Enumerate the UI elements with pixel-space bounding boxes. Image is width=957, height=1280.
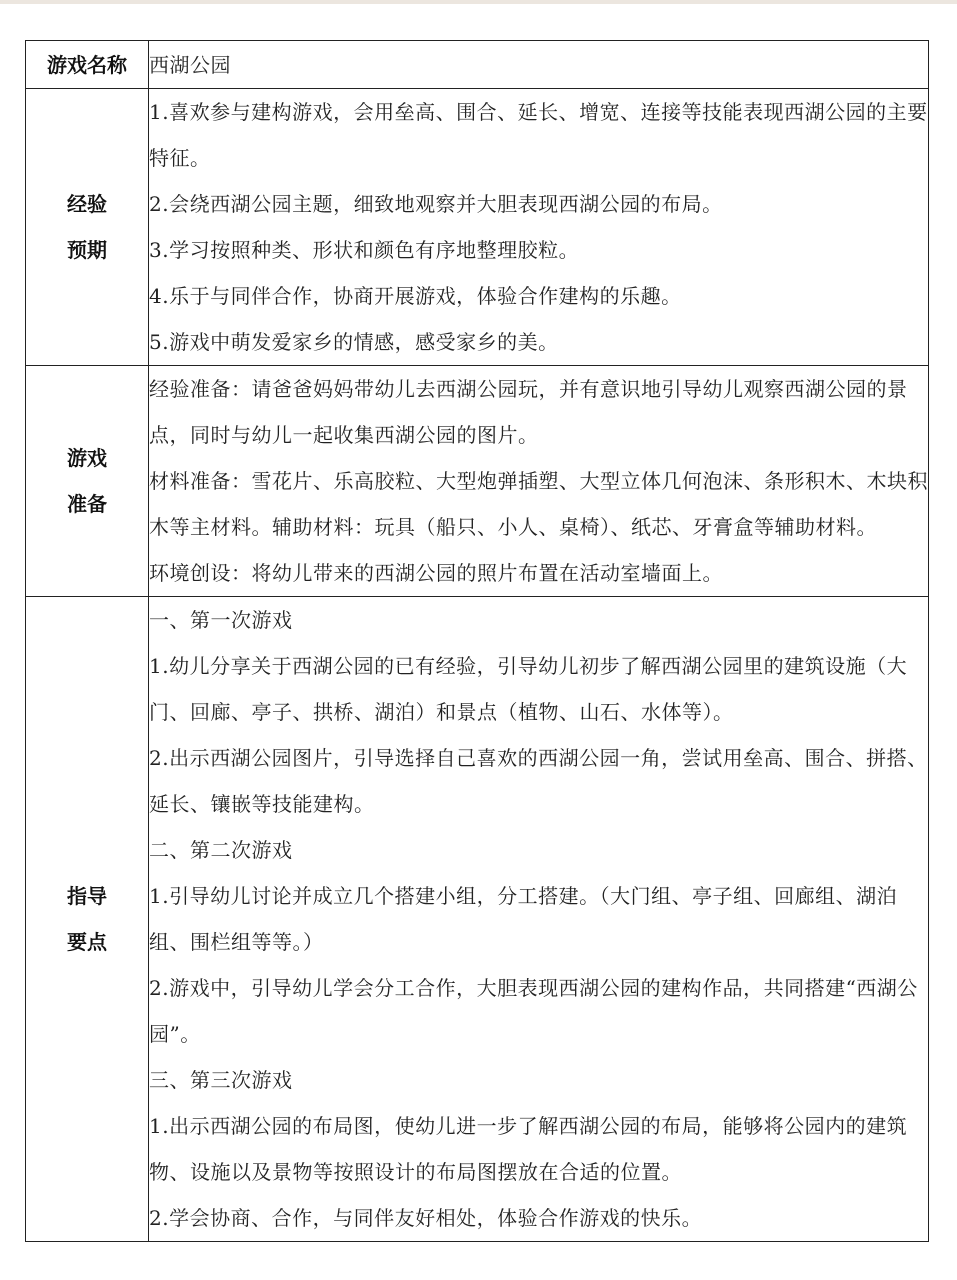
content-guidance-points (149, 597, 929, 1242)
label-experience-expectation (26, 89, 149, 366)
label-text: 要点 (67, 930, 107, 954)
preparation-item: 环境创设：将幼儿带来的西湖公园的照片布置在活动室墙面上。 (149, 561, 723, 585)
label-game-name (26, 41, 149, 89)
label-text: 经验 (67, 192, 107, 216)
label-guidance-points (26, 597, 149, 1242)
preparation-item: 材料准备：雪花片、乐高胶粒、大型炮弹插塑、大型立体几何泡沫、条形积木、木块积木等主材料。辅助材料：玩具（船只、小人、桌椅）、纸芯、牙膏盒等辅助材料。 (149, 469, 928, 539)
expectation-item: 1.喜欢参与建构游戏，会用垒高、围合、延长、增宽、连接等技能表现西湖公园的主要特征。 (149, 100, 928, 170)
guidance-item: 2.游戏中，引导幼儿学会分工合作，大胆表现西湖公园的建构作品，共同搭建“西湖公园”。 (149, 976, 918, 1046)
row-game-name (26, 41, 929, 89)
guidance-item: 2.出示西湖公园图片，引导选择自己喜欢的西湖公园一角，尝试用垒高、围合、拼搭、延长、镶嵌等技能建构。 (149, 746, 928, 816)
guidance-item: 2.学会协商、合作，与同伴友好相处，体验合作游戏的快乐。 (149, 1206, 703, 1230)
game-name-value: 西湖公园 (149, 52, 231, 77)
label-text: 游戏名称 (47, 52, 127, 77)
label-text: 准备 (67, 492, 107, 516)
section-heading: 三、第三次游戏 (149, 1068, 293, 1092)
content-game-preparation (149, 366, 929, 597)
guidance-item: 1.引导幼儿讨论并成立几个搭建小组，分工搭建。（大门组、亭子组、回廊组、湖泊组、围栏组等等。） (149, 884, 898, 954)
label-text: 游戏 (67, 446, 107, 470)
expectation-item: 3.学习按照种类、形状和颜色有序地整理胶粒。 (149, 238, 580, 262)
content-game-name (149, 41, 929, 89)
expectation-item: 2.会绕西湖公园主题，细致地观察并大胆表现西湖公园的布局。 (149, 192, 723, 216)
game-plan-table (25, 40, 929, 1242)
row-game-preparation (26, 366, 929, 597)
label-text: 预期 (67, 238, 107, 262)
expectation-item: 5.游戏中萌发爱家乡的情感，感受家乡的美。 (149, 330, 559, 354)
label-game-preparation (26, 366, 149, 597)
top-strip (0, 0, 957, 4)
section-heading: 二、第二次游戏 (149, 838, 293, 862)
guidance-item: 1.幼儿分享关于西湖公园的已有经验，引导幼儿初步了解西湖公园里的建筑设施（大门、回廊、亭子、拱桥、湖泊）和景点（植物、山石、水体等）。 (149, 654, 908, 724)
expectation-item: 4.乐于与同伴合作，协商开展游戏，体验合作建构的乐趣。 (149, 284, 682, 308)
preparation-item: 经验准备：请爸爸妈妈带幼儿去西湖公园玩，并有意识地引导幼儿观察西湖公园的景点，同时与幼儿一起收集西湖公园的图片。 (149, 377, 908, 447)
section-heading: 一、第一次游戏 (149, 608, 293, 632)
row-experience-expectation (26, 89, 929, 366)
guidance-item: 1.出示西湖公园的布局图，使幼儿进一步了解西湖公园的布局，能够将公园内的建筑物、设施以及景物等按照设计的布局图摆放在合适的位置。 (149, 1114, 908, 1184)
content-experience-expectation (149, 89, 929, 366)
label-text: 指导 (67, 884, 107, 908)
row-guidance-points (26, 597, 929, 1242)
